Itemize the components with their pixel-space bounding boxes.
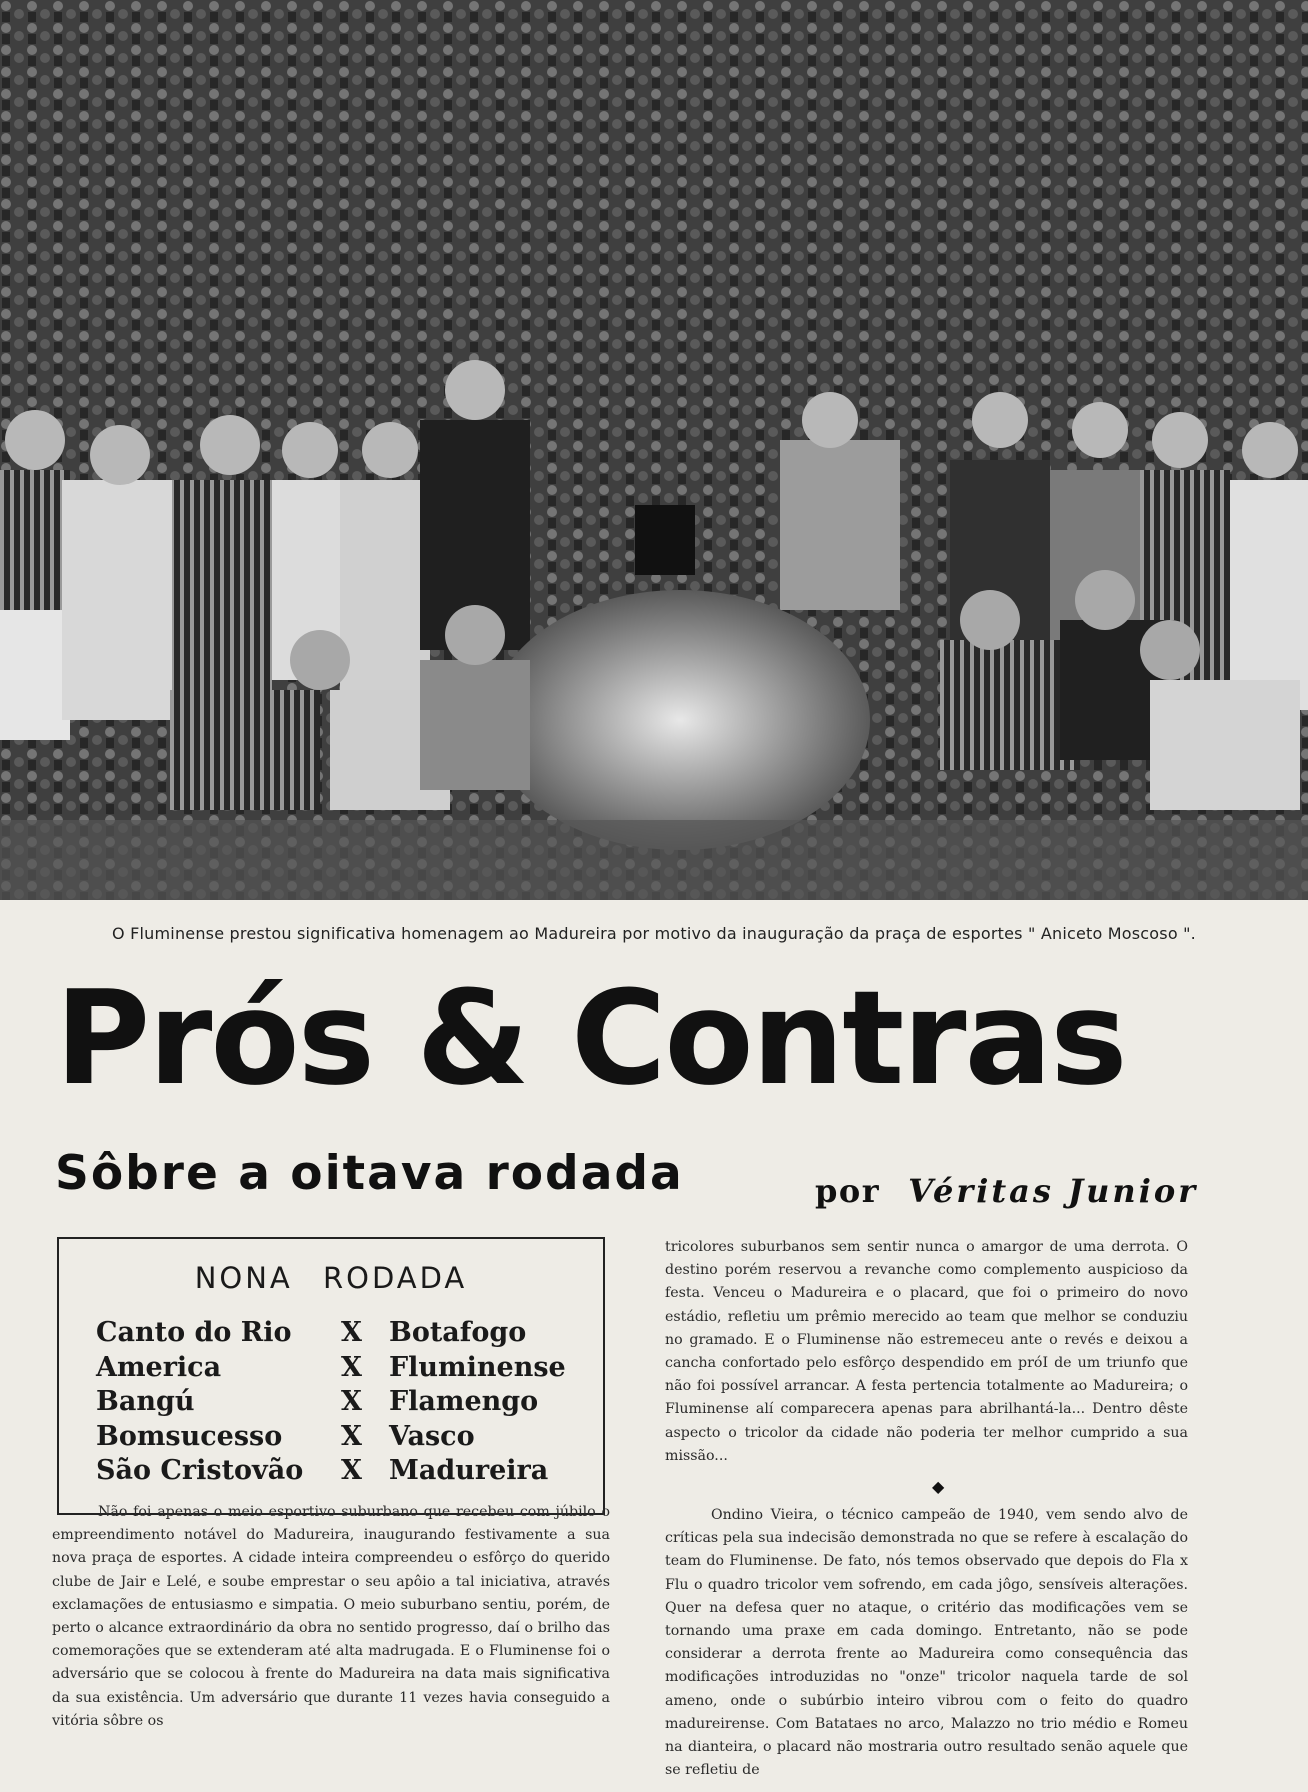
fixture-row: [96, 1420, 566, 1455]
article-left-column: [52, 1501, 610, 1733]
headline: Prós & Contras: [55, 962, 1126, 1114]
away-team: Fluminense: [389, 1351, 566, 1383]
article-paragraph: Ondino Vieira, o técnico campeão de 1940, vem sendo alvo de críticas pela sua indecisão demonstrada no que se refere à escalação do team do Fluminense. De fato, nós temos observado que depois do Fla x Flu o quadro tricolor vem sofrendo, em cada jôgo, sensíveis alterações. Quer na defesa quer no ataque, o critério das modificações vem se tornando uma praxe em cada domingo. Entretanto, não se pode considerar a derrota frente ao Madureira como consequência das modificações introduzidas no "onze" tricolor naquela tarde de sol ameno, onde o subúrbio inteiro vibrou com o feito do quadro madureirense. Com Batataes no arco, Malazzo no trio médio e Romeu na dianteira, o placard não mostraria outro resultado senão aquele que se refletiu de: [665, 1507, 1188, 1779]
away-team: Madureira: [389, 1455, 549, 1486]
home-team: America: [96, 1351, 222, 1383]
fixture-row: [96, 1454, 566, 1489]
photo-caption: O Fluminense prestou significativa homenagem ao Madureira por motivo da inauguração da praça de esportes " Aniceto Moscoso ".: [112, 924, 1196, 943]
versus-mark: X: [341, 1351, 362, 1383]
article-right-column-top: [665, 1236, 1188, 1468]
fixtures-box: [57, 1237, 605, 1515]
versus-mark: X: [341, 1455, 362, 1486]
away-team: Botafogo: [389, 1317, 527, 1348]
versus-mark: X: [341, 1317, 362, 1348]
fixtures-table: [96, 1316, 566, 1489]
article-right-column-bottom: [665, 1504, 1188, 1782]
fixture-row: [96, 1351, 566, 1386]
home-team: Bangú: [96, 1386, 195, 1417]
versus-mark: X: [341, 1420, 362, 1452]
home-team: São Cristovão: [96, 1455, 304, 1486]
byline: [815, 1172, 1198, 1210]
fixture-row: [96, 1316, 566, 1351]
flower-wreaths: [490, 590, 870, 850]
home-team: Bomsucesso: [96, 1420, 283, 1452]
article-paragraph: Não foi apenas o meio esportivo suburbano que recebeu com júbilo o empreendimento notável do Madureira, inaugurando festivamente a sua nova praça de esportes. A cidade inteira compreendeu o esfôrço do querido clube de Jair e Lelé, e soube emprestar o seu apôio a tal iniciativa, através exclamações de entusiasmo e simpatia. O meio suburbano sentiu, porém, de perto o alcance extraordinário da obra no sentido progresso, daí o brilho das comemorações que se extenderam até alta madrugada. E o Fluminense foi o adversário que se colocou à frente do Madureira na data mais significativa da sua existência. Um adversário que durante 11 vezes havia conseguido a vitória sôbre os: [52, 1504, 610, 1729]
home-team: Canto do Rio: [96, 1317, 292, 1348]
byline-author: Véritas Junior: [908, 1172, 1199, 1210]
away-team: Vasco: [389, 1420, 475, 1452]
article-paragraph: tricolores suburbanos sem sentir nunca o amargor de uma derrota. O destino porém reservou a revanche como complemento auspicioso da festa. Venceu o Madureira e o placard, que foi o primeiro do novo estádio, refletiu um prêmio merecido ao team que melhor se conduziu no gramado. E o Fluminense não estremeceu ante o revés e deixou a cancha confortado pelo esfôrço despendido em próI de um triunfo que não foi possível arrancar. A festa pertencia totalmente ao Madureira; o Fluminense alí comparecera apenas para abrilhantá-la... Dentro dêste aspecto o tricolor da cidade não poderia ter melhor cumprido a sua missão...: [665, 1239, 1188, 1464]
section-separator: ◆: [932, 1477, 945, 1496]
away-team: Flamengo: [389, 1386, 539, 1417]
byline-prefix: por: [815, 1172, 881, 1210]
versus-mark: X: [341, 1386, 362, 1417]
fixtures-title: NONA RODADA: [194, 1261, 468, 1295]
subheadline: Sôbre a oitava rodada: [55, 1146, 684, 1201]
fixture-row: [96, 1385, 566, 1420]
